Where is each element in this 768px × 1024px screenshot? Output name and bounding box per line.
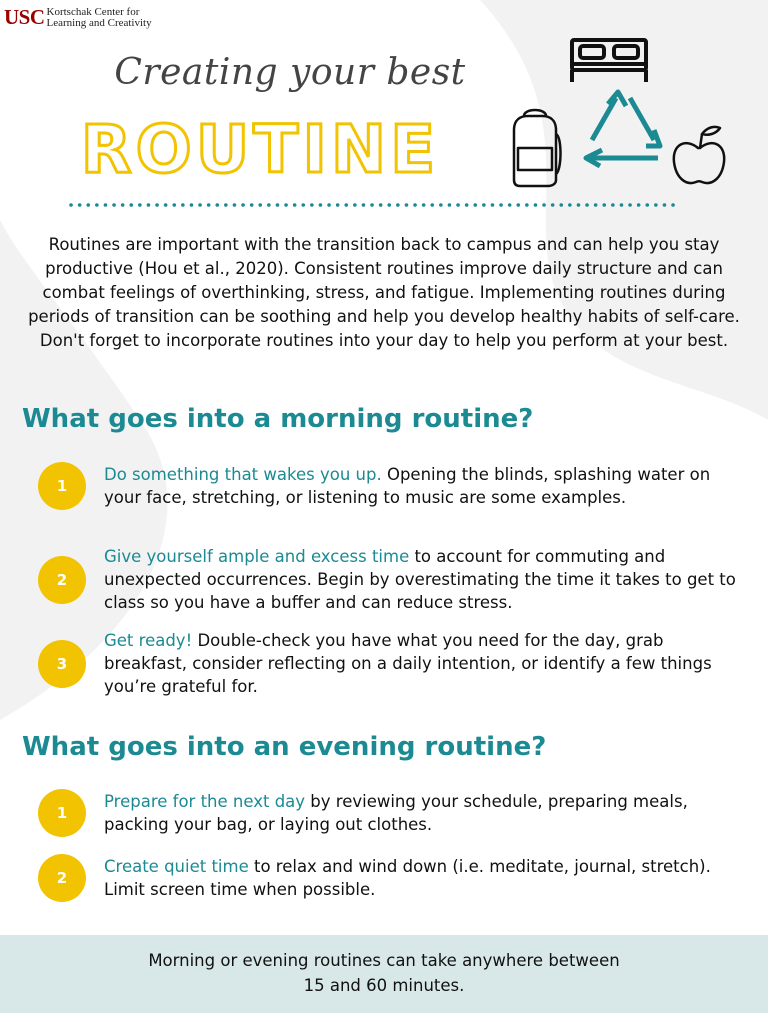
morning-heading: What goes into a morning routine? [22,404,534,434]
evening-item-body: to relax and wind down (i.e. meditate, journal, stretch). Limit screen time when possible. [104,857,711,899]
evening-item-lead: Create quiet time [104,857,249,876]
logo-text [47,6,152,29]
logo-line-1: Kortschak Center for [46,6,140,18]
evening-heading: What goes into an evening routine? [22,732,547,762]
morning-item-text [104,629,738,698]
recycle-arrows-icon [586,92,660,166]
morning-item [38,462,738,510]
evening-item-text [104,855,738,901]
morning-item-text [104,463,738,509]
morning-item-lead: Give yourself ample and excess time [104,547,410,566]
morning-item [38,545,738,614]
footer-banner [0,935,768,1013]
intro-paragraph: Routines are important with the transition back to campus and can help you stay productive (Hou et al., 2020). Consistent routines improve daily structure and can combat feelings of overthinking, stress, and fatigue. Implementing routines during periods of transition can be soothing and help you develop healthy habits of self-care. Don't forget to incorporate routines into your day to help you perform at your best. [28,235,740,350]
morning-item-body: Double-check you have what you need for the day, grab breakfast, consider reflecting on a daily intention, or identify a few things you’re grateful for. [104,631,712,696]
number-badge: 1 [38,462,86,510]
logo-line-2: Learning and Creativity [46,17,152,29]
evening-item-body: by reviewing your schedule, preparing meals, packing your bag, or laying out clothes. [104,792,688,834]
bed-icon [572,40,646,82]
morning-item-body: to account for commuting and unexpected occurrences. Begin by overestimating the time it takes to get to class so you have a buffer and can reduce stress. [104,547,736,612]
morning-item-lead: Get ready! [104,631,193,650]
morning-item-body: Opening the blinds, splashing water on your face, stretching, or listening to music are some examples. [104,465,711,507]
dotted-divider [68,200,680,210]
evening-item [38,789,738,837]
number-badge: 2 [38,556,86,604]
footer-line-2: 15 and 60 minutes. [303,976,465,995]
morning-item [38,629,738,698]
title-main [50,110,470,190]
morning-item-lead: Do something that wakes you up. [104,465,382,484]
title-main-text: ROUTINE [80,111,440,188]
evening-item-lead: Prepare for the next day [104,792,306,811]
number-badge: 2 [38,854,86,902]
morning-item-text [104,545,738,614]
number-badge: 1 [38,789,86,837]
logo-usc-mark: USC [4,5,45,29]
illustrations [490,30,740,195]
footer-line-1: Morning or evening routines can take anywhere between [148,951,620,970]
evening-item [38,854,738,902]
title-subtitle: Creating your best [114,52,466,93]
backpack-icon [514,110,561,186]
number-badge: 3 [38,640,86,688]
evening-item-text [104,790,738,836]
usc-logo [4,6,152,29]
apple-icon [674,127,724,183]
